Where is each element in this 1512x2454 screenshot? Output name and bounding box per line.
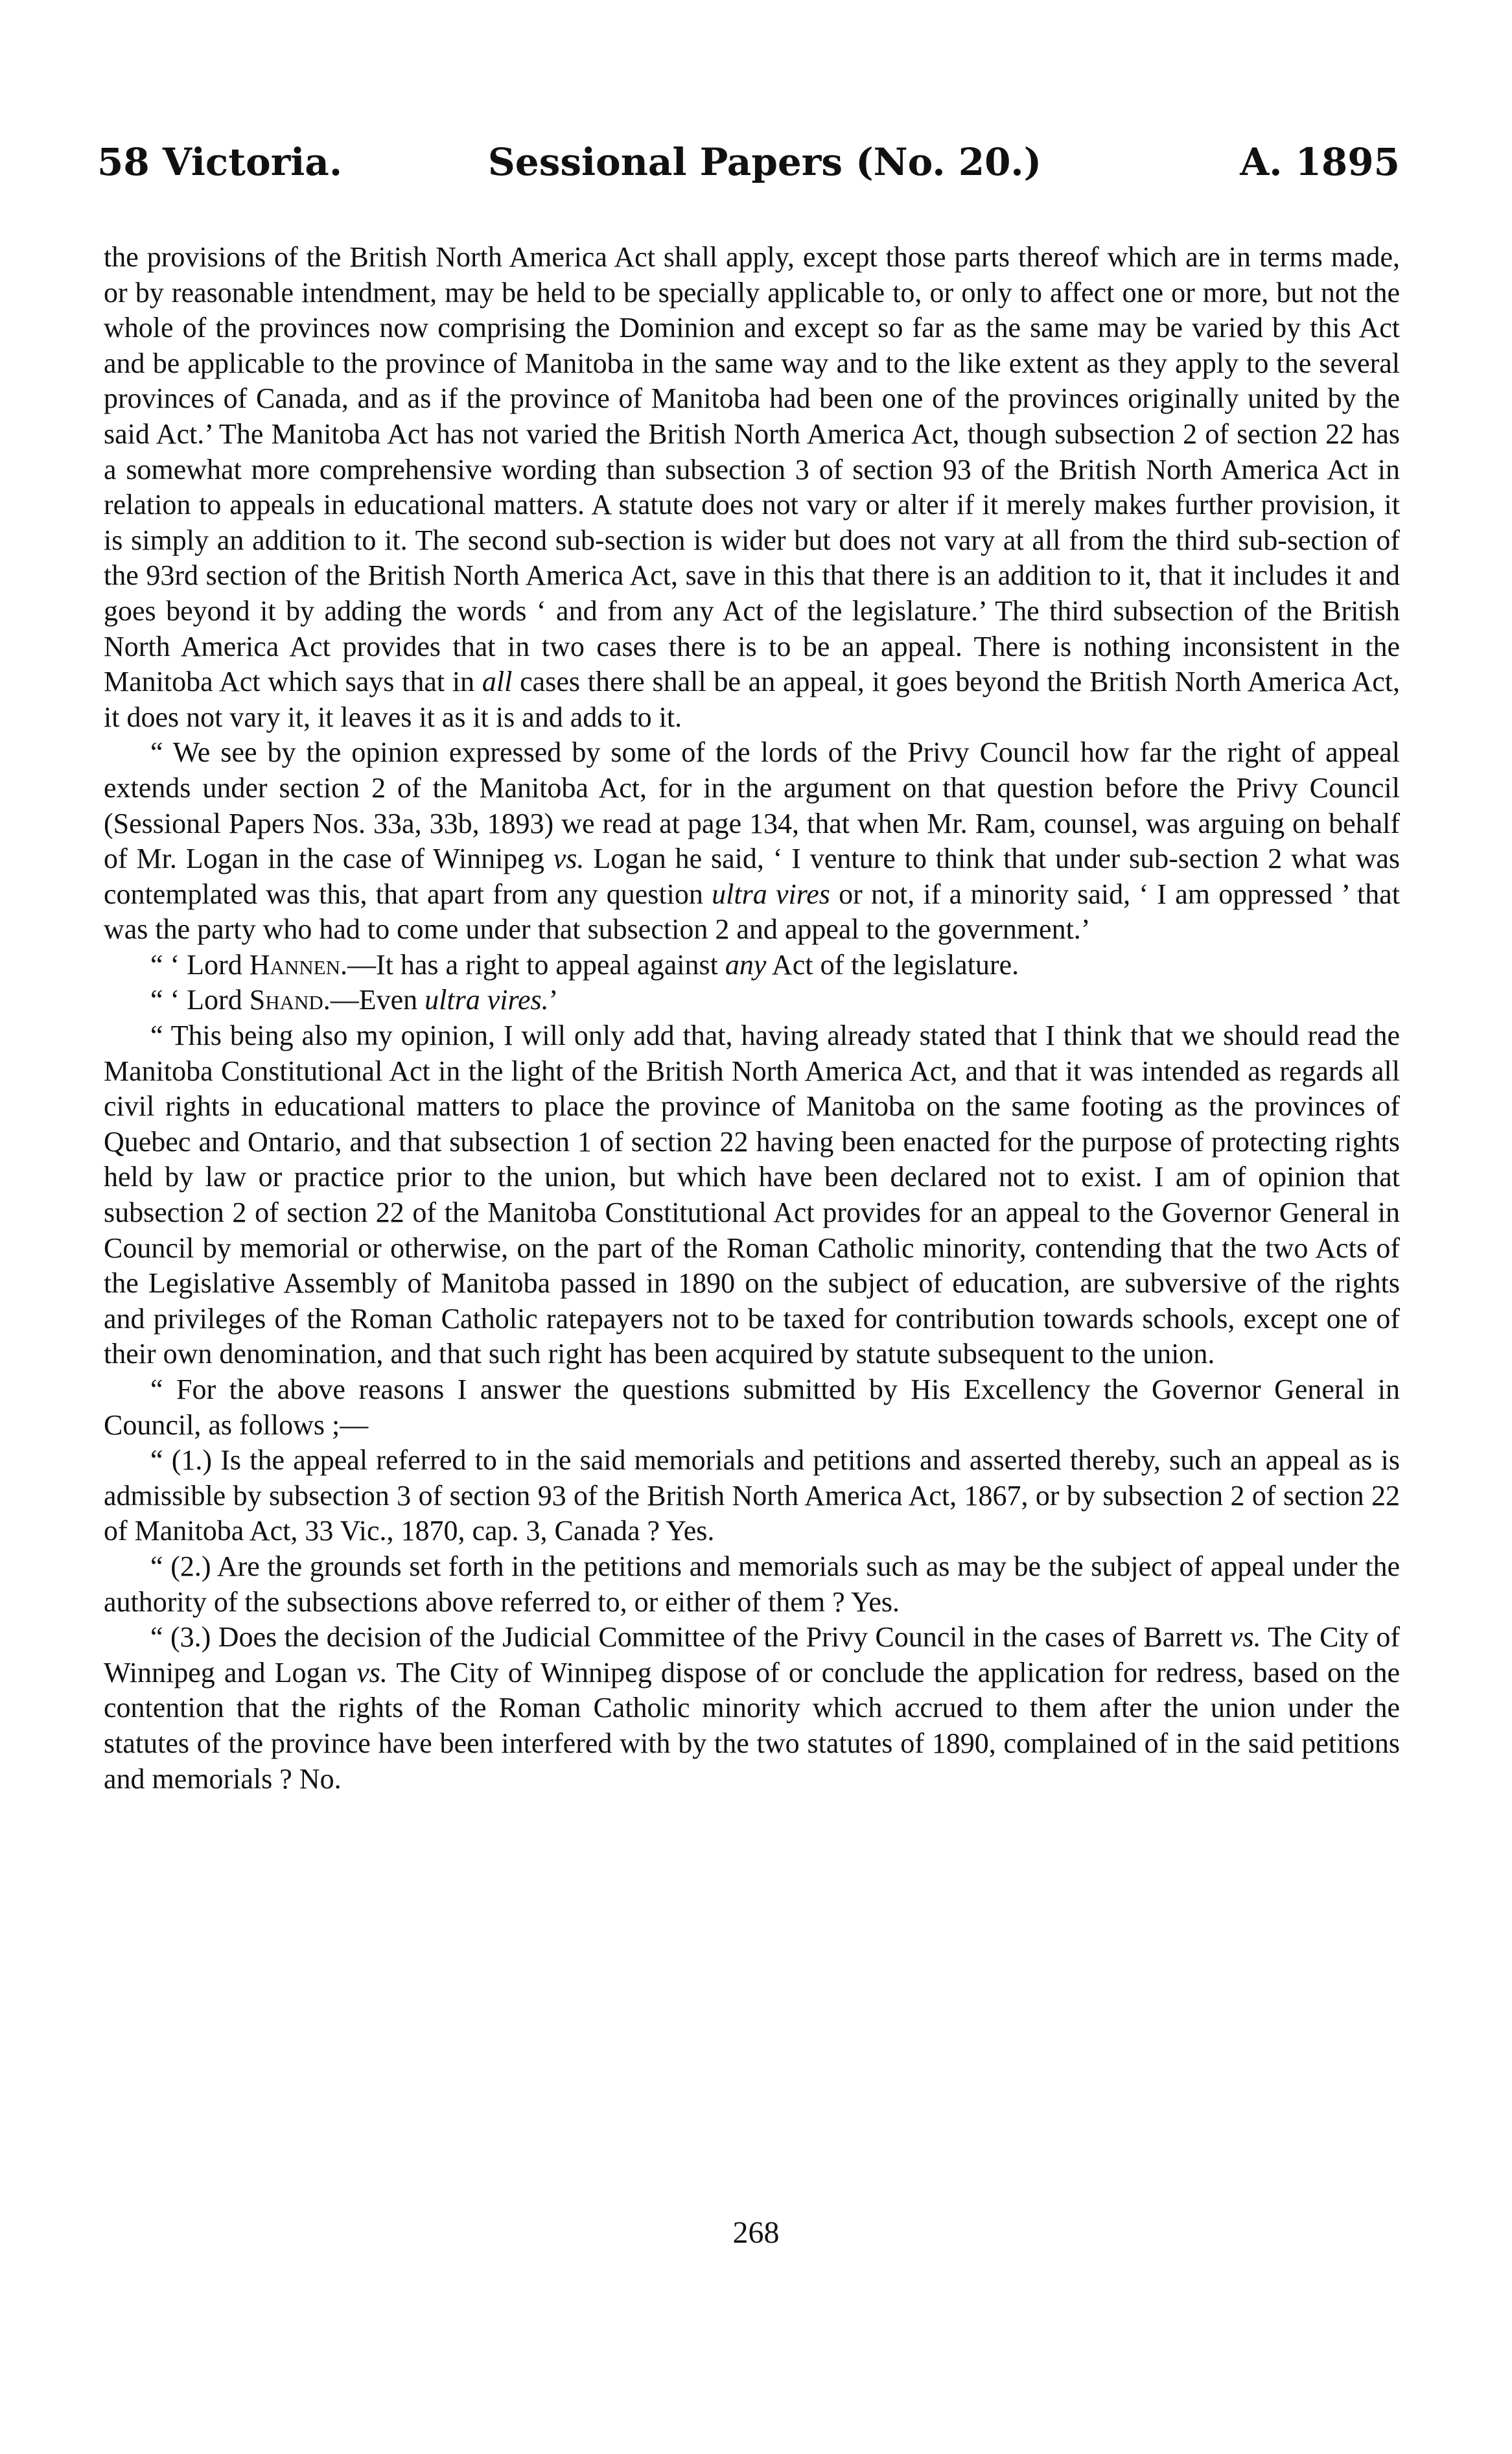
document-body bbox=[104, 240, 1400, 1797]
paragraph-2: “ We see by the opinion expressed by some of the lords of the Privy Council how far the right of appeal extends under section 2 of the Manitoba Act, for in the argument on that question before the Privy Council (Sessional Papers Nos. 33a, 33b, 1893) we read at page 134, that when Mr. Ram, counsel, was arguing on behalf of Mr. Logan in the case of Winnipeg vs. Logan he said, ‘ I venture to think that under sub-section 2 what was contemplated was this, that apart from any question ultra vires or not, if a minority said, ‘ I am oppressed ’ that was the party who had to come under that subsection 2 and appeal to the government.’ bbox=[104, 736, 1401, 946]
running-header bbox=[97, 133, 1400, 191]
header-title: Sessional Papers (No. 20.) bbox=[487, 140, 1042, 184]
question-3: “ (3.) Does the decision of the Judicial Committee of the Privy Council in the cases of Barrett vs. The City of Winnipeg and Logan vs. The City of Winnipeg dispose of or conclude the application for redress, based on the contention that the rights of the Roman Catholic minority which accrued to them after the union under the statutes of the province have been interfered with by the two statutes of 1890, complained of in the said petitions and memorials ? No. bbox=[104, 1621, 1401, 1795]
paragraph-1: the provisions of the British North America Act shall apply, except those parts thereof which are in terms made, or by reasonable intendment, may be held to be specially applicable to, or only to affect one or more, but not the whole of the provinces now comprising the Dominion and except so far as the same may be varied by this Act and be applicable to the province of Manitoba in the same way and to the like extent as they apply to the several provinces of Canada, and as if the province of Manitoba had been one of the provinces originally united by the said Act.’ The Manitoba Act has not varied the British North America Act, though subsection 2 of section 22 has a somewhat more comprehensive wording than subsection 3 of section 93 of the British North America Act in relation to appeals in educational matters. A statute does not vary or alter if it merely makes further provision, it is simply an addition to it. The second sub-section is wider but does not vary at all from the third sub-section of the 93rd section of the British North America Act, save in this that there is an addition to it, that it includes it and goes beyond it by adding the words ‘ and from any Act of the legislature.’ The third subsection of the British North America Act provides that in two cases there is to be an appeal. There is nothing inconsistent in the Manitoba Act which says that in all cases there shall be an appeal, it goes beyond the British North America Act, it does not vary it, it leaves it as it is and adds to it. bbox=[104, 241, 1400, 733]
paragraph-5: “ This being also my opinion, I will only add that, having already stated that I think that we should read the Manitoba Constitutional Act in the light of the British North America Act, and that it was intended as regards all civil rights in educational matters to place the province of Manitoba on the same footing as the provinces of Quebec and Ontario, and that subsection 1 of section 22 having been enacted for the purpose of protecting rights held by law or practice prior to the union, but which have been declared not to exist. I am of opinion that subsection 2 of section 22 of the Manitoba Constitutional Act provides for an appeal to the Governor General in Council by memorial or otherwise, on the part of the Roman Catholic minority, contending that the two Acts of the Legislative Assembly of Manitoba passed in 1890 on the subject of education, are subversive of the rights and privileges of the Roman Catholic ratepayers not to be taxed for contribution towards schools, except one of their own denomination, and that such right has been acquired by statute subsequent to the union. bbox=[104, 1020, 1400, 1370]
question-1: “ (1.) Is the appeal referred to in the said memorials and petitions and asserted thereby, such an appeal as is admissible by subsection 3 of section 93 of the British North America Act, 1867, or by subsection 2 of section 22 of Manitoba Act, 33 Vic., 1870, cap. 3, Canada ? Yes. bbox=[104, 1444, 1400, 1547]
page-number: 268 bbox=[732, 2215, 780, 2250]
question-2: “ (2.) Are the grounds set forth in the petitions and memorials such as may be the subject of appeal under the authority of the subsections above referred to, or either of them ? Yes. bbox=[104, 1550, 1400, 1618]
paragraph-6: “ For the above reasons I answer the questions submitted by His Excellency the Governor General in Council, as follows ;— bbox=[104, 1373, 1400, 1441]
header-session: 58 Victoria. bbox=[97, 140, 343, 184]
paragraph-4: “ ‘ Lord Shand.—Even ultra vires.’ bbox=[150, 984, 559, 1016]
header-year: A. 1895 bbox=[1240, 140, 1400, 184]
paragraph-3: “ ‘ Lord Hannen.—It has a right to appeal against any Act of the legislature. bbox=[150, 948, 1019, 981]
